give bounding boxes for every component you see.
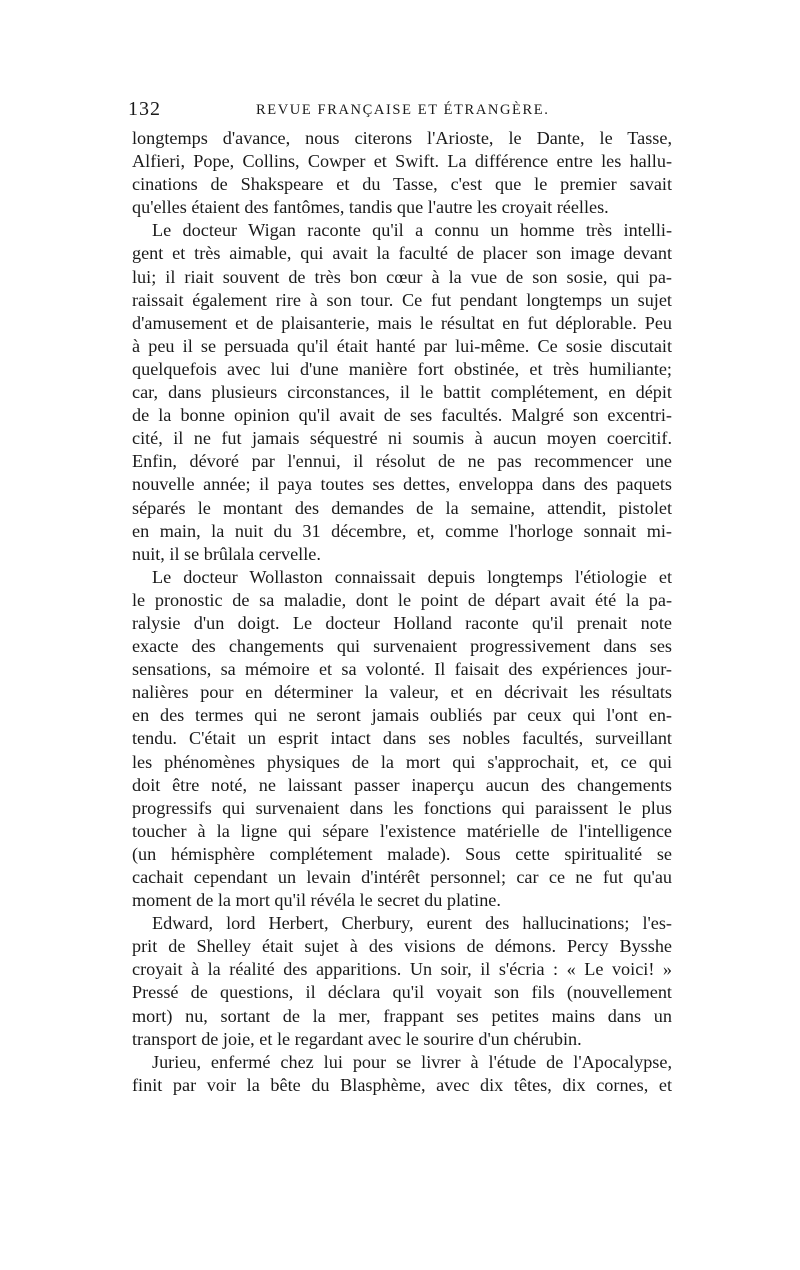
page-number: 132 (128, 98, 161, 120)
text-line: quelquefois avec lui d'une manière fort obstinée, et très humiliante; (132, 358, 672, 379)
body-text (132, 127, 672, 1097)
text-line: gent et très aimable, qui avait la faculté de placer son image devant (132, 243, 672, 264)
text-line: raissait également rire à son tour. Ce fut pendant longtemps un sujet (132, 289, 672, 310)
text-line: Alfieri, Pope, Collins, Cowper et Swift. La différence entre les hallu- (132, 151, 672, 172)
text-line: nuit, il se brûlala cervelle. (132, 543, 321, 564)
text-line: Edward, lord Herbert, Cherbury, eurent des hallucinations; l'es- (152, 913, 672, 934)
text-line: finit par voir la bête du Blasphème, avec dix têtes, dix cornes, et (132, 1074, 672, 1095)
text-line: qu'elles étaient des fantômes, tandis que l'autre les croyait réelles. (132, 197, 609, 218)
text-line: mort) nu, sortant de la mer, frappant ses petites mains dans un (132, 1005, 672, 1026)
text-line: en des termes qui ne seront jamais oubliés par ceux qui l'ont en- (132, 705, 672, 726)
text-line: Jurieu, enfermé chez lui pour se livrer à l'étude de l'Apocalypse, (152, 1051, 672, 1072)
text-line: Pressé de questions, il déclara qu'il voyait son fils (nouvellement (132, 982, 672, 1003)
text-line: transport de joie, et le regardant avec le sourire d'un chérubin. (132, 1028, 582, 1049)
text-line: en main, la nuit du 31 décembre, et, comme l'horloge sonnait mi- (132, 520, 672, 541)
running-head: REVUE FRANÇAISE ET ÉTRANGÈRE. (256, 102, 550, 118)
text-line: Le docteur Wollaston connaissait depuis longtemps l'étiologie et (152, 566, 672, 587)
text-line: (un hémisphère complétement malade). Sous cette spiritualité se (132, 843, 672, 864)
text-line: toucher à la ligne qui sépare l'existence matérielle de l'intelligence (132, 820, 672, 841)
text-line: nouvelle année; il paya toutes ses dettes, enveloppa dans des paquets (132, 474, 672, 495)
text-line: car, dans plusieurs circonstances, il le battit complétement, en dépit (132, 382, 672, 403)
text-line: Enfin, dévoré par l'ennui, il résolut de ne pas recommencer une (132, 451, 672, 472)
text-line: à peu il se persuada qu'il était hanté par lui-même. Ce sosie discutait (132, 335, 672, 356)
text-line: croyait à la réalité des apparitions. Un soir, il s'écria : « Le voici! » (132, 959, 672, 980)
text-line: progressifs qui survenaient dans les fonctions qui paraissent le plus (132, 797, 672, 818)
text-line: tendu. C'était un esprit intact dans ses nobles facultés, surveillant (132, 728, 672, 749)
text-line: prit de Shelley était sujet à des visions de démons. Percy Bysshe (132, 936, 672, 957)
text-line: séparés le montant des demandes de la semaine, attendit, pistolet (132, 497, 672, 518)
page-header (128, 96, 670, 122)
text-line: lui; il riait souvent de très bon cœur à la vue de son sosie, qui pa- (132, 266, 672, 287)
text-line: ralysie d'un doigt. Le docteur Holland raconte qu'il prenait note (132, 612, 672, 633)
text-line: nalières pour en déterminer la valeur, et en décrivait les résultats (132, 682, 672, 703)
text-line: Le docteur Wigan raconte qu'il a connu un homme très intelli- (152, 220, 672, 241)
text-line: le pronostic de sa maladie, dont le point de départ avait été la pa- (132, 589, 672, 610)
text-line: longtemps d'avance, nous citerons l'Arioste, le Dante, le Tasse, (132, 128, 672, 148)
text-line: doit être noté, ne laissant passer inaperçu aucun des changements (132, 774, 672, 795)
text-line: cinations de Shakspeare et du Tasse, c'est que le premier savait (132, 174, 672, 195)
text-line: cité, il ne fut jamais séquestré ni soumis à aucun moyen coercitif. (132, 428, 672, 449)
text-line: d'amusement et de plaisanterie, mais le résultat en fut déplorable. Peu (132, 312, 672, 333)
text-line: exacte des changements qui survenaient progressivement dans ses (132, 636, 672, 657)
text-line: cachait cependant un levain d'intérêt personnel; car ce ne fut qu'au (132, 867, 672, 887)
text-line: de la bonne opinion qu'il avait de ses facultés. Malgré son excentri- (132, 405, 672, 426)
text-line: sensations, sa mémoire et sa volonté. Il faisait des expériences jour- (132, 659, 672, 680)
text-line: les phénomènes physiques de la mort qui s'approchait, et, ce qui (132, 751, 672, 772)
text-line: moment de la mort qu'il révéla le secret du platine. (132, 890, 501, 911)
